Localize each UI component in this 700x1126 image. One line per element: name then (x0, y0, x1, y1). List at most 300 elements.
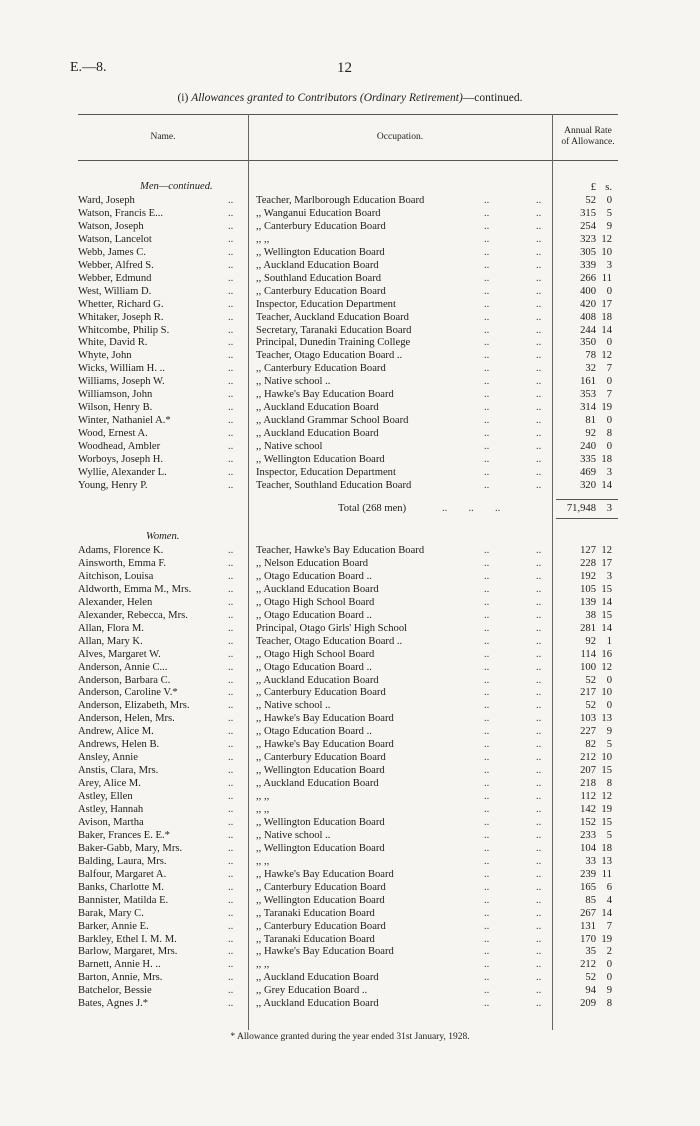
leader-dots: .. (484, 233, 490, 245)
leader-dots: .. (484, 609, 490, 621)
leader-dots: .. (536, 868, 542, 880)
leader-dots: .. (536, 920, 542, 932)
leader-dots: .. (484, 959, 490, 971)
leader-dots: .. (484, 726, 490, 738)
occupation: ,, Otago High School Board (256, 648, 375, 660)
leader-dots: .. (484, 622, 490, 634)
allowance-shillings: 0 (606, 415, 612, 427)
person-name: Worboys, Joseph H. (78, 454, 164, 465)
men-total-shillings: 3 (606, 503, 612, 514)
allowance-pounds: 281 (580, 622, 596, 634)
leader-dots: .. (536, 791, 542, 803)
person-name: Anderson, Barbara C. (78, 674, 171, 686)
leader-dots: .. (536, 648, 542, 660)
allowance-pounds: 192 (580, 570, 596, 582)
table-row (0, 699, 700, 712)
leader-dots: .. (484, 376, 490, 388)
leader-dots: .. (536, 687, 542, 699)
person-name: Alexander, Helen (78, 596, 153, 608)
leader-dots: .. (228, 946, 234, 958)
leader-dots: .. (536, 363, 542, 375)
occupation: ,, ,, (256, 791, 270, 803)
allowance-shillings: 1 (606, 635, 612, 647)
occupation: ,, Nelson Education Board (256, 557, 369, 569)
allowance-shillings: 14 (601, 324, 612, 336)
allowance-pounds: 207 (580, 765, 596, 777)
leader-dots: .. (228, 713, 234, 725)
table-row (0, 984, 700, 997)
leader-dots: .. (484, 855, 490, 867)
occupation: Teacher, Auckland Education Board (256, 311, 409, 323)
person-name: Barkley, Ethel I. M. M. (78, 933, 177, 945)
occupation: ,, Native school .. (256, 376, 331, 388)
shillings-symbol: s. (605, 182, 612, 193)
table-row (0, 945, 700, 958)
allowance-shillings: 3 (606, 466, 612, 478)
leader-dots: .. (228, 479, 234, 491)
occupation: ,, Auckland Education Board (256, 428, 379, 440)
leader-dots: .. (484, 428, 490, 440)
leader-dots: .. (228, 635, 234, 647)
allowance-pounds: 35 (585, 946, 596, 958)
leader-dots: .. (228, 363, 234, 375)
occupation: ,, Hawke's Bay Education Board (256, 868, 394, 880)
occupation: ,, Taranaki Education Board (256, 933, 375, 945)
table-row (0, 829, 700, 842)
women-section-heading: Women. (146, 531, 180, 542)
leader-dots: .. (536, 894, 542, 906)
leader-dots: .. (228, 972, 234, 984)
occupation: ,, Otago Education Board .. (256, 570, 372, 582)
allowance-shillings: 0 (606, 700, 612, 712)
person-name: Allan, Mary K. (78, 635, 143, 647)
men-total-pounds: 71,948 (566, 503, 596, 514)
leader-dots: .. (228, 959, 234, 971)
leader-dots: .. (484, 842, 490, 854)
allowance-pounds: 114 (580, 648, 596, 660)
allowance-pounds: 244 (580, 324, 596, 336)
allowance-shillings: 6 (606, 881, 612, 893)
allowance-pounds: 420 (580, 298, 596, 310)
occupation: ,, Canterbury Education Board (256, 752, 386, 764)
allowance-pounds: 152 (580, 816, 596, 828)
leader-dots: .. (484, 739, 490, 751)
allowance-pounds: 212 (580, 752, 596, 764)
table-row (0, 933, 700, 946)
table-row (0, 661, 700, 674)
leader-dots: .. (484, 713, 490, 725)
person-name: Webber, Edmund (78, 272, 152, 284)
table-row (0, 958, 700, 971)
person-name: Watson, Joseph (78, 220, 144, 232)
allowance-shillings: 10 (601, 687, 612, 699)
leader-dots: .. (484, 868, 490, 880)
person-name: Wood, Ernest A. (78, 428, 148, 440)
leader-dots: .. (484, 661, 490, 673)
allowance-shillings: 14 (601, 596, 612, 608)
leader-dots: .. (536, 998, 542, 1010)
leader-dots: .. (228, 998, 234, 1010)
table-row (0, 583, 700, 596)
occupation: ,, Auckland Grammar School Board (256, 415, 409, 427)
allowance-shillings: 15 (601, 583, 612, 595)
table-row (0, 194, 700, 207)
leader-dots: .. (228, 570, 234, 582)
leader-dots: .. (228, 545, 234, 556)
person-name: Barnett, Annie H. .. (78, 959, 161, 971)
leader-dots: .. (536, 246, 542, 258)
allowance-pounds: 52 (585, 700, 596, 712)
leader-dots: .. (536, 376, 542, 388)
person-name: Bates, Agnes J.* (78, 998, 149, 1010)
allowance-shillings: 0 (606, 376, 612, 388)
leader-dots: .. (468, 503, 474, 514)
leader-dots: .. (484, 285, 490, 297)
leader-dots: .. (484, 337, 490, 349)
occupation: ,, Canterbury Education Board (256, 687, 386, 699)
occupation: Teacher, Marlborough Education Board (256, 195, 425, 206)
table-row (0, 971, 700, 984)
leader-dots: .. (228, 778, 234, 790)
leader-dots: .. (484, 778, 490, 790)
person-name: Wilson, Henry B. (78, 402, 153, 414)
column-header-rate-line1: Annual Rate (564, 126, 612, 136)
person-name: Wicks, William H. .. (78, 363, 165, 375)
allowance-pounds: 240 (580, 441, 596, 453)
column-header-rate (552, 126, 624, 148)
leader-dots: .. (536, 583, 542, 595)
table-row (0, 803, 700, 816)
person-name: Anderson, Annie C... (78, 661, 168, 673)
leader-dots: .. (484, 920, 490, 932)
leader-dots: .. (536, 972, 542, 984)
allowance-shillings: 17 (601, 557, 612, 569)
leader-dots: .. (484, 545, 490, 556)
leader-dots: .. (484, 907, 490, 919)
leader-dots: .. (228, 376, 234, 388)
occupation: Teacher, Hawke's Bay Education Board (256, 545, 425, 556)
allowance-shillings: 2 (606, 946, 612, 958)
leader-dots: .. (536, 622, 542, 634)
table-row (0, 920, 700, 933)
leader-dots: .. (536, 635, 542, 647)
occupation: ,, Hawke's Bay Education Board (256, 739, 394, 751)
leader-dots: .. (228, 246, 234, 258)
table-row (0, 842, 700, 855)
allowance-shillings: 9 (606, 220, 612, 232)
allowance-pounds: 233 (580, 829, 596, 841)
allowance-shillings: 15 (601, 765, 612, 777)
leader-dots: .. (228, 674, 234, 686)
leader-dots: .. (484, 648, 490, 660)
occupation: ,, ,, (256, 959, 270, 971)
leader-dots: .. (228, 804, 234, 815)
leader-dots: .. (228, 415, 234, 427)
person-name: Wyllie, Alexander L. (78, 466, 167, 478)
leader-dots: .. (536, 350, 542, 362)
occupation: ,, Otago Education Board .. (256, 726, 372, 738)
allowance-shillings: 14 (601, 479, 612, 491)
leader-dots: .. (484, 259, 490, 271)
leader-dots: .. (228, 428, 234, 440)
leader-dots: .. (484, 998, 490, 1010)
person-name: Anderson, Elizabeth, Mrs. (78, 700, 190, 712)
allowance-shillings: 18 (601, 842, 612, 854)
leader-dots: .. (228, 894, 234, 906)
leader-dots: .. (484, 804, 490, 815)
occupation: Secretary, Taranaki Education Board (256, 324, 412, 336)
leader-dots: .. (484, 933, 490, 945)
allowance-shillings: 4 (606, 894, 612, 906)
occupation: ,, ,, (256, 804, 270, 815)
allowance-pounds: 170 (580, 933, 596, 945)
occupation: ,, Auckland Education Board (256, 402, 379, 414)
leader-dots: .. (536, 765, 542, 777)
person-name: Whitcombe, Philip S. (78, 324, 170, 336)
leader-dots: .. (484, 402, 490, 414)
table-title (0, 92, 700, 104)
allowance-pounds: 142 (580, 804, 596, 815)
allowance-shillings: 8 (606, 778, 612, 790)
allowance-shillings: 5 (606, 207, 612, 219)
allowance-pounds: 33 (585, 855, 596, 867)
occupation: ,, Wellington Education Board (256, 454, 385, 465)
allowance-pounds: 227 (580, 726, 596, 738)
person-name: Astley, Ellen (78, 791, 133, 803)
person-name: Young, Henry P. (78, 479, 148, 491)
occupation: ,, Wanganui Education Board (256, 207, 381, 219)
allowance-pounds: 350 (580, 337, 596, 349)
occupation: ,, Canterbury Education Board (256, 220, 386, 232)
table-row (0, 674, 700, 687)
leader-dots: .. (228, 622, 234, 634)
leader-dots: .. (536, 466, 542, 478)
table-row (0, 285, 700, 298)
allowance-pounds: 78 (585, 350, 596, 362)
leader-dots: .. (484, 829, 490, 841)
leader-dots: .. (536, 778, 542, 790)
allowance-pounds: 131 (580, 920, 596, 932)
table-row (0, 570, 700, 583)
leader-dots: .. (484, 311, 490, 323)
column-header-occupation: Occupation. (376, 132, 424, 142)
leader-dots: .. (484, 985, 490, 997)
leader-dots: .. (484, 220, 490, 232)
leader-dots: .. (228, 311, 234, 323)
allowance-shillings: 12 (601, 350, 612, 362)
leader-dots: .. (536, 596, 542, 608)
occupation: ,, Canterbury Education Board (256, 920, 386, 932)
allowance-pounds: 103 (580, 713, 596, 725)
leader-dots: .. (536, 259, 542, 271)
leader-dots: .. (536, 389, 542, 401)
title-suffix: —continued. (462, 92, 523, 104)
occupation: Teacher, Otago Education Board .. (256, 635, 403, 647)
leader-dots: .. (228, 907, 234, 919)
leader-dots: .. (536, 609, 542, 621)
person-name: Balfour, Margaret A. (78, 868, 167, 880)
person-name: Alexander, Rebecca, Mrs. (78, 609, 188, 621)
table-row (0, 751, 700, 764)
leader-dots: .. (228, 700, 234, 712)
person-name: Arey, Alice M. (78, 778, 141, 790)
leader-dots: .. (228, 726, 234, 738)
person-name: Batchelor, Bessie (78, 985, 152, 997)
allowance-shillings: 3 (606, 259, 612, 271)
table-row (0, 881, 700, 894)
allowance-pounds: 92 (585, 635, 596, 647)
leader-dots: .. (228, 583, 234, 595)
occupation: Inspector, Education Department (256, 466, 396, 478)
person-name: Aldworth, Emma M., Mrs. (78, 583, 192, 595)
person-name: Banks, Charlotte M. (78, 881, 164, 893)
leader-dots: .. (536, 324, 542, 336)
allowance-shillings: 13 (601, 713, 612, 725)
table-row (0, 272, 700, 285)
table-row (0, 997, 700, 1010)
table-row (0, 349, 700, 362)
table-row (0, 298, 700, 311)
allowance-shillings: 8 (606, 998, 612, 1010)
leader-dots: .. (536, 946, 542, 958)
person-name: Barker, Annie E. (78, 920, 149, 932)
table-row (0, 764, 700, 777)
person-name: Whitaker, Joseph R. (78, 311, 164, 323)
leader-dots: .. (536, 881, 542, 893)
allowance-shillings: 12 (601, 791, 612, 803)
allowance-pounds: 254 (580, 220, 596, 232)
leader-dots: .. (228, 298, 234, 310)
leader-dots: .. (536, 713, 542, 725)
leader-dots: .. (484, 881, 490, 893)
leader-dots: .. (536, 726, 542, 738)
occupation: ,, Otago High School Board (256, 596, 375, 608)
allowance-shillings: 8 (606, 428, 612, 440)
allowance-pounds: 92 (585, 428, 596, 440)
table-row (0, 609, 700, 622)
leader-dots: .. (484, 687, 490, 699)
leader-dots: .. (228, 324, 234, 336)
document-reference: E.—8. (70, 60, 107, 75)
allowance-pounds: 320 (580, 479, 596, 491)
table-row (0, 233, 700, 246)
allowance-pounds: 85 (585, 894, 596, 906)
allowance-shillings: 16 (601, 648, 612, 660)
total-top-rule (556, 499, 618, 500)
allowance-pounds: 32 (585, 363, 596, 375)
allowance-shillings: 10 (601, 752, 612, 764)
table-row (0, 557, 700, 570)
occupation: ,, Auckland Education Board (256, 583, 379, 595)
occupation: ,, Auckland Education Board (256, 259, 379, 271)
person-name: Watson, Francis E... (78, 207, 164, 219)
leader-dots: .. (228, 466, 234, 478)
leader-dots: .. (536, 207, 542, 219)
occupation: Teacher, Otago Education Board .. (256, 350, 403, 362)
allowance-shillings: 5 (606, 829, 612, 841)
person-name: Barton, Annie, Mrs. (78, 972, 163, 984)
leader-dots: .. (484, 272, 490, 284)
allowance-pounds: 38 (585, 609, 596, 621)
header-top-rule (78, 114, 618, 115)
allowance-pounds: 339 (580, 259, 596, 271)
leader-dots: .. (228, 868, 234, 880)
leader-dots: .. (228, 389, 234, 401)
leader-dots: .. (484, 298, 490, 310)
allowance-shillings: 18 (601, 454, 612, 465)
men-section-heading: Men—continued. (140, 181, 213, 192)
allowance-shillings: 12 (601, 661, 612, 673)
allowance-shillings: 17 (601, 298, 612, 310)
person-name: Alves, Margaret W. (78, 648, 161, 660)
table-row (0, 259, 700, 272)
leader-dots: .. (536, 674, 542, 686)
table-row (0, 635, 700, 648)
allowance-pounds: 408 (580, 311, 596, 323)
allowance-shillings: 0 (606, 195, 612, 206)
person-name: Anderson, Caroline V.* (78, 687, 178, 699)
person-name: Barlow, Margaret, Mrs. (78, 946, 178, 958)
person-name: Ainsworth, Emma F. (78, 557, 167, 569)
leader-dots: .. (484, 389, 490, 401)
allowance-pounds: 217 (580, 687, 596, 699)
leader-dots: .. (228, 259, 234, 271)
leader-dots: .. (484, 583, 490, 595)
person-name: Adams, Florence K. (78, 545, 164, 556)
leader-dots: .. (228, 791, 234, 803)
table-row (0, 712, 700, 725)
leader-dots: .. (228, 272, 234, 284)
table-row (0, 777, 700, 790)
allowance-pounds: 353 (580, 389, 596, 401)
leader-dots: .. (484, 946, 490, 958)
person-name: Anstis, Clara, Mrs. (78, 765, 159, 777)
person-name: Baker, Frances E. E.* (78, 829, 170, 841)
leader-dots: .. (484, 441, 490, 453)
leader-dots: .. (228, 920, 234, 932)
leader-dots: .. (484, 972, 490, 984)
allowance-shillings: 11 (601, 272, 612, 284)
allowance-pounds: 305 (580, 246, 596, 258)
allowance-shillings: 13 (601, 855, 612, 867)
occupation: ,, Auckland Education Board (256, 972, 379, 984)
occupation: ,, ,, (256, 855, 270, 867)
occupation: ,, Canterbury Education Board (256, 881, 386, 893)
leader-dots: .. (536, 700, 542, 712)
table-row (0, 453, 700, 466)
leader-dots: .. (536, 907, 542, 919)
occupation: ,, Southland Education Board (256, 272, 382, 284)
occupation: ,, Wellington Education Board (256, 765, 385, 777)
allowance-shillings: 0 (606, 337, 612, 349)
title-italic: Allowances granted to Contributors (Ordinary Retirement) (191, 92, 463, 104)
leader-dots: .. (536, 570, 542, 582)
allowance-pounds: 81 (585, 415, 596, 427)
person-name: Astley, Hannah (78, 804, 144, 815)
leader-dots: .. (484, 363, 490, 375)
allowance-shillings: 7 (606, 920, 612, 932)
allowance-pounds: 127 (580, 545, 596, 556)
person-name: Andrew, Alice M. (78, 726, 154, 738)
occupation: ,, Otago Education Board .. (256, 661, 372, 673)
leader-dots: .. (484, 324, 490, 336)
leader-dots: .. (484, 674, 490, 686)
allowance-pounds: 212 (580, 959, 596, 971)
person-name: Aitchison, Louisa (78, 570, 154, 582)
table-row (0, 686, 700, 699)
table-row (0, 790, 700, 803)
table-row (0, 336, 700, 349)
